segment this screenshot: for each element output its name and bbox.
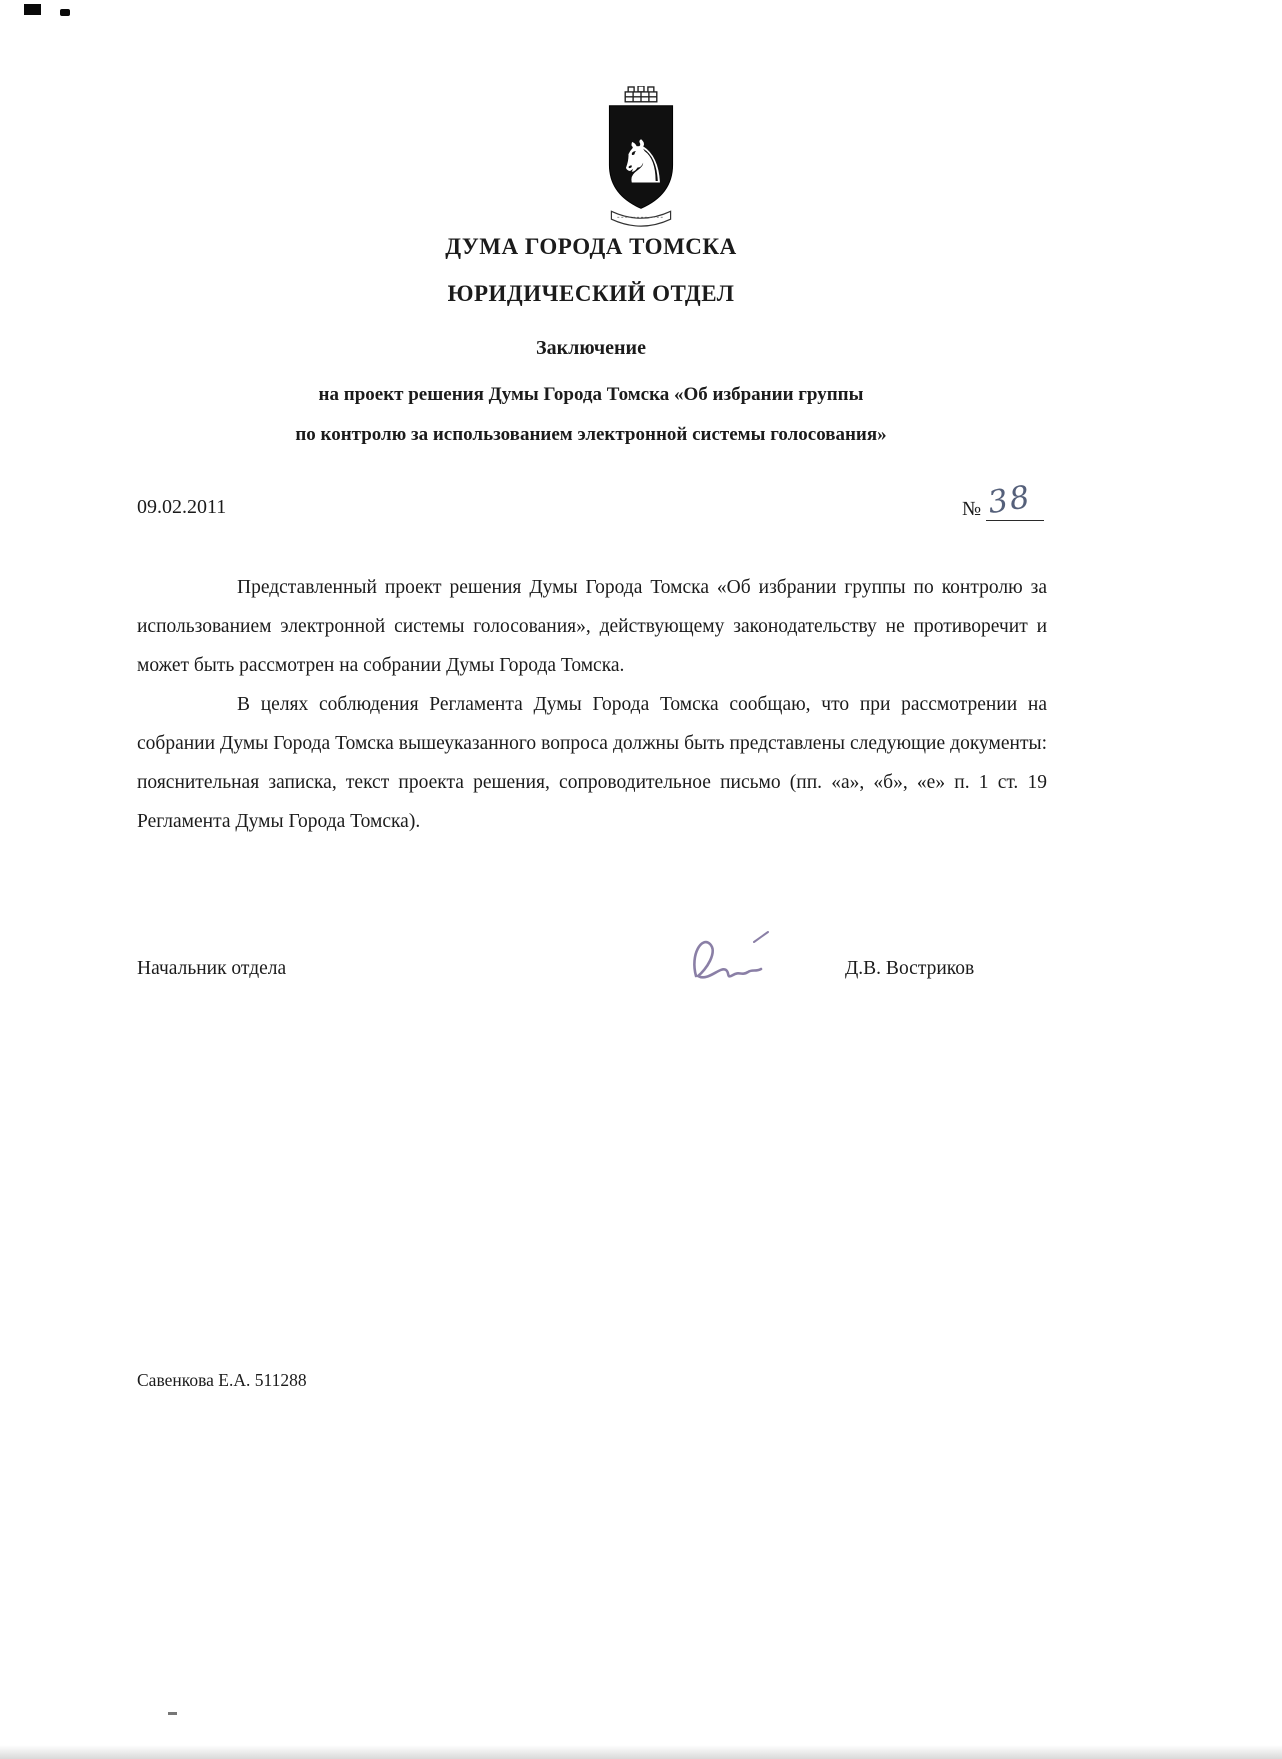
- paragraph: Представленный проект решения Думы Города Томска «Об избрании группы по контролю за использованием электронной системы голосования», действующему законодательству не противоречит и может быть рассмотрен на собрании Думы Города Томска.: [137, 577, 1047, 676]
- scan-artifact: [168, 1712, 177, 1715]
- handwritten-number: 38: [985, 478, 1035, 522]
- document-body: [137, 568, 1047, 841]
- signer-name: Д.В. Востриков: [845, 958, 975, 979]
- subject-line1: на проект решения Думы Города Томска «Об избрании группы: [318, 384, 864, 405]
- executor-footer: Савенкова Е.А. 511288: [137, 1370, 307, 1390]
- scan-edge-shadow: [0, 1745, 1282, 1759]
- tomsk-coat-of-arms-icon: [587, 86, 695, 234]
- number-label: №: [962, 498, 982, 520]
- paragraph: В целях соблюдения Регламента Думы Города Томска сообщаю, что при рассмотрении на собрании Думы Города Томска вышеуказанного вопроса должны быть представлены следующие документы: пояснительная записка, текст проекта решения, сопроводительное письмо (пп. «а», «б», «е» п. 1 ст. 19 Регламента Думы Города Томска).: [137, 694, 1047, 832]
- crown-icon: [625, 86, 657, 102]
- handwritten-signature: [686, 924, 786, 994]
- document-type-title: Заключение: [536, 337, 646, 359]
- subject-line2: по контролю за использованием электронной системы голосования»: [295, 424, 887, 445]
- scan-artifact: [60, 9, 70, 16]
- signer-title: Начальник отдела: [137, 958, 287, 979]
- document-date: 09.02.2011: [137, 496, 227, 518]
- document-number: [962, 478, 1044, 522]
- number-underline: [985, 478, 1044, 522]
- org-name-line1: ДУМА ГОРОДА ТОМСКА: [445, 234, 737, 259]
- org-name-line2: ЮРИДИЧЕСКИЙ ОТДЕЛ: [447, 281, 735, 306]
- svg-text:♞: ♞: [616, 127, 670, 197]
- scan-artifact: [24, 4, 41, 15]
